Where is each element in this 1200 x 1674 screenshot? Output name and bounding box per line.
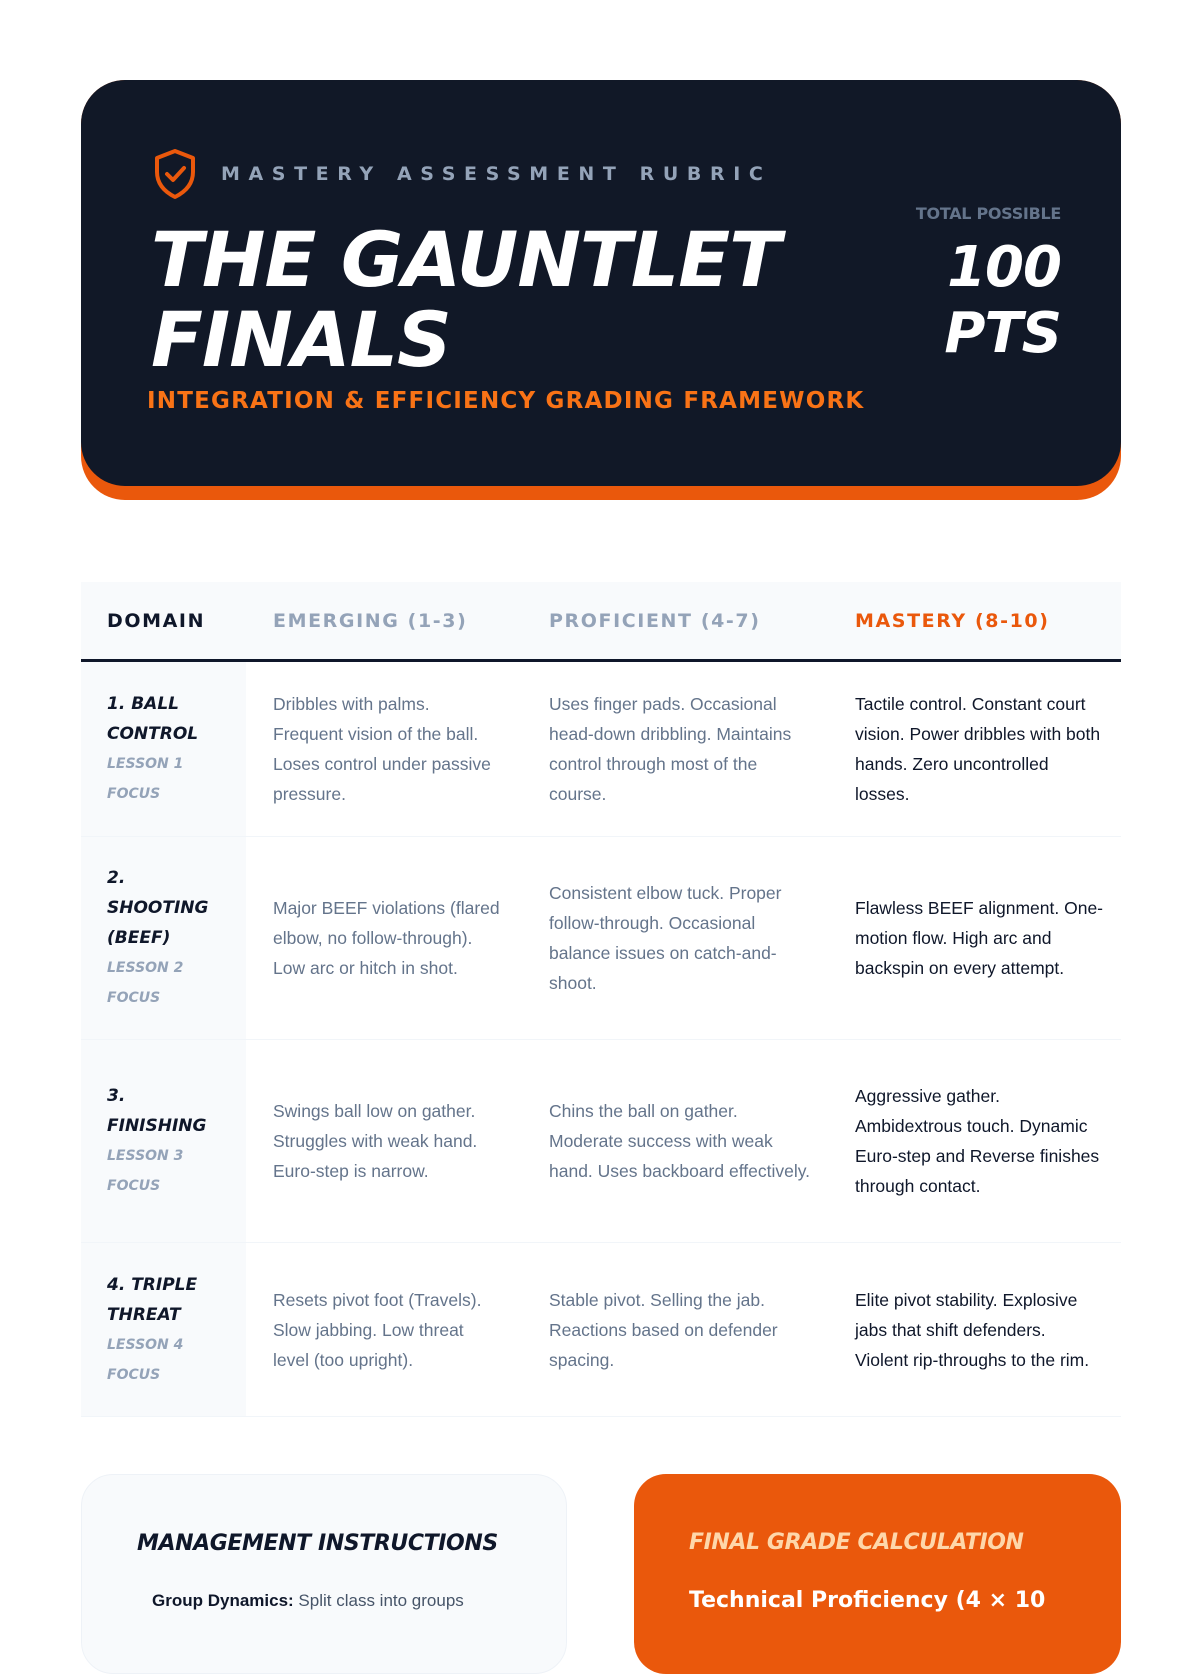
shield-check-icon [153, 148, 197, 200]
header-card-inner [81, 80, 1121, 486]
final-grade-line: Technical Proficiency (4 × 10 [689, 1588, 1046, 1613]
domain-cell [81, 1040, 246, 1242]
emerging-cell: Resets pivot foot (Travels). Slow jabbing. Low threat level (too upright). [273, 1289, 482, 1370]
proficient-cell: Consistent elbow tuck. Proper follow-through. Occasional balance issues on catch-and-shoot. [549, 883, 782, 993]
domain-cell [81, 662, 246, 836]
management-title: MANAGEMENT INSTRUCTIONS [137, 1531, 498, 1556]
proficient-cell: Uses finger pads. Occasional head-down dribbling. Maintains control through most of the course. [549, 694, 792, 804]
mastery-cell: Tactile control. Constant court vision. Power dribbles with both hands. Zero uncontrolled losses. [855, 694, 1101, 804]
management-line [152, 1591, 464, 1611]
management-line-label: Group Dynamics: [152, 1591, 294, 1610]
header-proficient: PROFICIENT (4-7) [549, 609, 761, 632]
table-row [81, 1243, 1121, 1417]
domain-name: 2. SHOOTING (BEEF) [107, 868, 209, 948]
domain-name: 4. TRIPLE THREAT [107, 1274, 198, 1325]
table-header [81, 582, 1121, 662]
mastery-cell: Aggressive gather. Ambidextrous touch. Dynamic Euro-step and Reverse finishes through contact. [855, 1086, 1100, 1196]
final-grade-title: FINAL GRADE CALCULATION [689, 1530, 1024, 1555]
emerging-cell: Major BEEF violations (flared elbow, no follow-through). Low arc or hitch in shot. [273, 898, 500, 978]
header-mastery: MASTERY (8-10) [855, 609, 1050, 632]
page-title: THE GAUNTLET FINALS [151, 215, 780, 384]
total-points [891, 204, 1061, 367]
emerging-cell: Dribbles with palms. Frequent vision of the ball. Loses control under passive pressure. [273, 694, 491, 804]
management-line-text: Split class into groups [293, 1591, 464, 1610]
management-card [81, 1474, 567, 1674]
mastery-cell: Flawless BEEF alignment. One-motion flow. High arc and backspin on every attempt. [855, 898, 1104, 978]
header-card [81, 80, 1121, 500]
proficient-cell: Stable pivot. Selling the jab. Reactions based on defender spacing. [549, 1289, 778, 1370]
total-value: 100 PTS [944, 235, 1061, 366]
total-label: TOTAL POSSIBLE [915, 204, 1061, 223]
header-domain: DOMAIN [107, 609, 206, 632]
domain-lesson: LESSON 3 FOCUS [107, 1148, 184, 1194]
rubric-table [81, 582, 1121, 1417]
domain-name: 1. BALL CONTROL [107, 694, 199, 744]
table-row [81, 662, 1121, 837]
domain-lesson: LESSON 1 FOCUS [107, 756, 184, 802]
domain-cell [81, 1243, 246, 1416]
table-row [81, 1040, 1121, 1243]
domain-lesson: LESSON 2 FOCUS [107, 960, 184, 1006]
proficient-cell: Chins the ball on gather. Moderate success with weak hand. Uses backboard effectively. [549, 1101, 811, 1181]
table-row [81, 837, 1121, 1040]
mastery-cell: Elite pivot stability. Explosive jabs that shift defenders. Violent rip-throughs to the rim. [855, 1289, 1090, 1370]
kicker-label: MASTERY ASSESSMENT RUBRIC [221, 163, 772, 185]
domain-lesson: LESSON 4 FOCUS [107, 1336, 184, 1383]
final-grade-card [634, 1474, 1121, 1674]
domain-name: 3. FINISHING [107, 1086, 207, 1136]
header-emerging: EMERGING (1-3) [273, 609, 468, 632]
kicker-row [153, 148, 771, 200]
emerging-cell: Swings ball low on gather. Struggles with weak hand. Euro-step is narrow. [273, 1101, 478, 1181]
domain-cell [81, 837, 246, 1039]
page-subtitle: INTEGRATION & EFFICIENCY GRADING FRAMEWORK [147, 388, 865, 414]
